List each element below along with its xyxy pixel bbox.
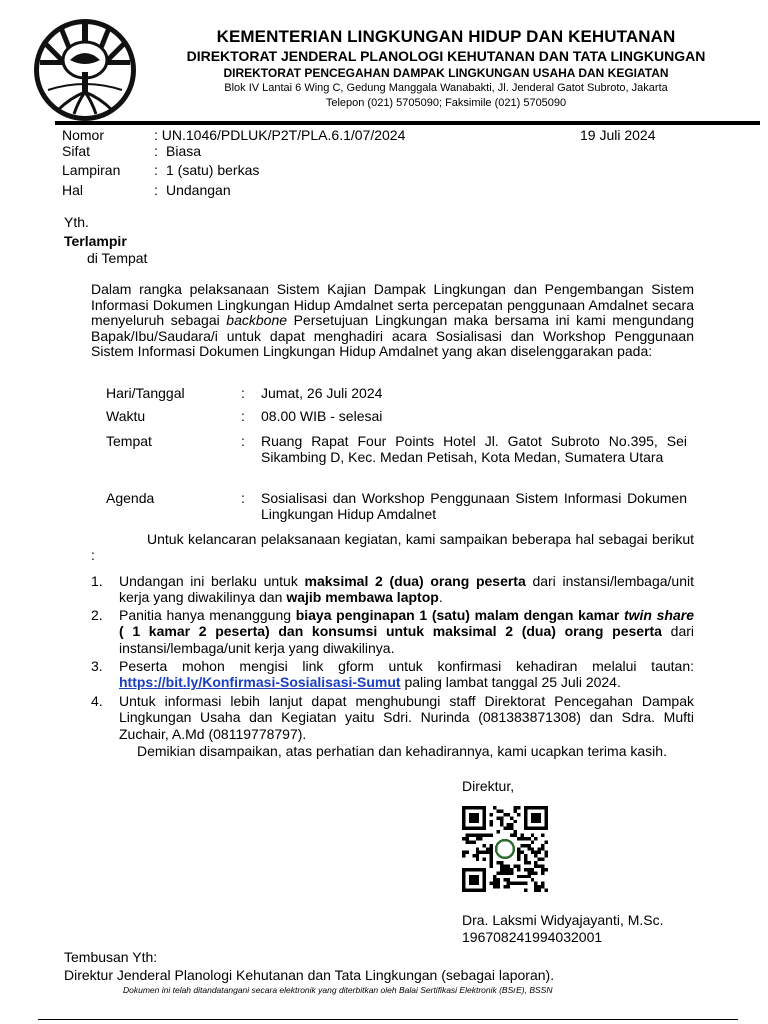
qr-module xyxy=(524,889,527,892)
item-bold-italic: twin share xyxy=(623,607,694,623)
subject-value: Undangan xyxy=(166,182,231,198)
letter-date: 19 Juli 2024 xyxy=(580,127,656,143)
ministry-logo xyxy=(30,16,140,124)
qr-module xyxy=(500,823,503,826)
qr-module xyxy=(545,889,548,892)
lead-in-paragraph: Untuk kelancaran pelaksanaan kegiatan, kami sampaikan beberapa hal sebagai berikut : xyxy=(91,531,694,563)
qr-module xyxy=(510,823,513,826)
qr-module xyxy=(524,844,527,847)
qr-module xyxy=(510,868,513,871)
qr-module xyxy=(507,871,510,874)
qr-module xyxy=(517,837,520,840)
directorate-name: DIREKTORAT PENCEGAHAN DAMPAK LINGKUNGAN USAHA DAN KEGIATAN xyxy=(223,66,669,80)
qr-module xyxy=(462,837,465,840)
qr-module xyxy=(541,864,544,867)
qr-module xyxy=(534,837,537,840)
qr-module xyxy=(541,847,544,850)
qr-module xyxy=(527,875,530,878)
qr-module xyxy=(517,875,520,878)
qr-module xyxy=(500,868,503,871)
qr-module xyxy=(486,847,489,850)
qr-module xyxy=(534,882,537,885)
qr-module xyxy=(524,861,527,864)
qr-module xyxy=(503,827,506,830)
qr-module xyxy=(514,882,517,885)
qr-module xyxy=(538,864,541,867)
qr-module xyxy=(490,820,493,823)
qr-module xyxy=(527,847,530,850)
nature-value: Biasa xyxy=(166,143,202,159)
qr-module xyxy=(500,820,503,823)
qr-module xyxy=(476,851,479,854)
item-text: dari instansi/lembaga/unit kerja yang diwakilinya dan xyxy=(119,573,694,606)
qr-module xyxy=(534,885,537,888)
qr-module xyxy=(507,827,510,830)
qr-module xyxy=(503,871,506,874)
qr-module xyxy=(514,834,517,837)
qr-module xyxy=(503,878,506,881)
qr-module xyxy=(500,864,503,867)
qr-module xyxy=(541,885,544,888)
qr-module xyxy=(517,854,520,857)
qr-module xyxy=(517,851,520,854)
qr-module xyxy=(531,871,534,874)
qr-module xyxy=(524,875,527,878)
letterhead-rule xyxy=(55,121,760,125)
salutation: Yth. xyxy=(64,214,89,230)
detail-label-venue: Tempat xyxy=(106,433,152,449)
qr-module xyxy=(507,878,510,881)
intro-text-1: Dalam rangka pelaksanaan Sistem Kajian Dampak Lingkungan dan Pengembangan Sistem Informasi Dokumen Lingkungan Hidup Amdalnet serta percepatan penggunaan Amdalnet secara menyeluruh sebagai xyxy=(91,281,694,329)
qr-module xyxy=(483,834,486,837)
qr-module xyxy=(527,871,530,874)
qr-module xyxy=(517,847,520,850)
qr-module xyxy=(510,871,513,874)
qr-module xyxy=(503,868,506,871)
office-address: Blok IV Lantai 6 Wing C, Gedung Manggala Wanabakti, Jl. Jenderal Gatot Subroto, Jakarta xyxy=(224,82,668,94)
qr-module xyxy=(534,851,537,854)
qr-module xyxy=(476,854,479,857)
qr-module xyxy=(541,871,544,874)
qr-module xyxy=(545,854,548,857)
qr-module xyxy=(520,875,523,878)
qr-finder xyxy=(531,813,541,823)
detail-label-date: Hari/Tanggal xyxy=(106,385,185,401)
qr-module xyxy=(507,864,510,867)
qr-module xyxy=(496,861,499,864)
qr-module xyxy=(517,882,520,885)
attachment-label: Lampiran xyxy=(62,162,121,178)
qr-module xyxy=(462,854,465,857)
qr-module xyxy=(541,834,544,837)
qr-module xyxy=(500,861,503,864)
qr-module xyxy=(500,809,503,812)
qr-module xyxy=(490,844,493,847)
qr-module xyxy=(541,868,544,871)
list-number: 2. xyxy=(91,607,103,623)
qr-module xyxy=(527,837,530,840)
list-number: 4. xyxy=(91,693,103,709)
qr-module xyxy=(483,858,486,861)
ministry-name: KEMENTERIAN LINGKUNGAN HIDUP DAN KEHUTANAN xyxy=(216,27,676,46)
qr-finder xyxy=(469,813,479,823)
qr-module xyxy=(538,847,541,850)
qr-module xyxy=(490,823,493,826)
qr-center-emblem xyxy=(495,839,516,860)
qr-module xyxy=(517,868,520,871)
list-number: 1. xyxy=(91,573,103,589)
qr-module xyxy=(465,837,468,840)
qr-module xyxy=(493,878,496,881)
qr-module xyxy=(476,858,479,861)
qr-module xyxy=(514,864,517,867)
cc-heading: Tembusan Yth: xyxy=(64,949,158,965)
qr-module xyxy=(490,851,493,854)
item-text: Undangan ini berlaku untuk xyxy=(119,573,305,589)
qr-module xyxy=(490,864,493,867)
directorate-general-name: DIREKTORAT JENDERAL PLANOLOGI KEHUTANAN DAN TATA LINGKUNGAN xyxy=(186,48,706,64)
intro-text-2: Persetujuan Lingkungan maka bersama ini kami mengundang Bapak/Ibu/Saudara/i untuk dapat menghadiri acara Sosialisasi dan Workshop Penggunaan Sistem Informasi Dokumen Lingkungan Hidup Amdalnet yang akan diselenggarakan pada: xyxy=(91,312,694,360)
nature-label: Sifat xyxy=(62,143,91,159)
list-item: Untuk informasi lebih lanjut dapat menghubungi staff Direktorat Pencegahan Dampak Lingkungan Usaha dan Kegiatan yaitu Sdri. Nurinda (081383871308) dan Sdra. Mufti Zuchair, A.Md (08119778797). xyxy=(119,693,694,742)
qr-module xyxy=(465,851,468,854)
detail-colon: : xyxy=(241,385,245,401)
item-text: Panitia hanya menanggung xyxy=(119,607,296,623)
qr-module xyxy=(507,823,510,826)
signature-qr-code xyxy=(462,806,548,892)
signatory-title: Direktur, xyxy=(462,778,515,794)
qr-module xyxy=(517,858,520,861)
qr-module xyxy=(490,858,493,861)
qr-module xyxy=(531,834,534,837)
esignature-footnote: Dokumen ini telah ditandatangani secara elektronik yang diterbitkan oleh Balai Sertifikasi Elektronik (BSrE), BSSN xyxy=(123,985,553,995)
qr-module xyxy=(507,885,510,888)
qr-module xyxy=(503,813,506,816)
qr-module xyxy=(524,882,527,885)
qr-finder xyxy=(469,875,479,885)
qr-module xyxy=(496,882,499,885)
qr-module xyxy=(510,827,513,830)
qr-module xyxy=(507,868,510,871)
qr-module xyxy=(517,806,520,809)
footer-rule xyxy=(38,1019,738,1020)
qr-module xyxy=(503,864,506,867)
qr-module xyxy=(483,851,486,854)
qr-module xyxy=(500,871,503,874)
qr-module xyxy=(541,844,544,847)
detail-value-venue: Ruang Rapat Four Points Hotel Jl. Gatot Subroto No.395, Sei Sikambing D, Kec. Medan Petisah, Kota Medan, Sumatera Utara xyxy=(261,433,687,466)
qr-module xyxy=(514,830,517,833)
detail-colon: : xyxy=(241,408,245,424)
qr-module xyxy=(479,837,482,840)
qr-module xyxy=(490,813,493,816)
qr-module xyxy=(531,878,534,881)
qr-module xyxy=(514,806,517,809)
detail-value-date: Jumat, 26 Juli 2024 xyxy=(261,385,383,401)
qr-module xyxy=(496,871,499,874)
qr-module xyxy=(534,889,537,892)
qr-module xyxy=(469,840,472,843)
number-value: : UN.1046/PDLUK/P2T/PLA.6.1/07/2024 xyxy=(154,127,406,143)
qr-module xyxy=(472,840,475,843)
qr-module xyxy=(534,864,537,867)
item-text: . xyxy=(438,589,443,606)
qr-module xyxy=(527,844,530,847)
qr-module xyxy=(490,861,493,864)
recipient-place: di Tempat xyxy=(87,250,148,266)
item-bold: maksimal 2 (dua) orang peserta xyxy=(304,573,526,589)
detail-value-agenda: Sosialisasi dan Workshop Penggunaan Sistem Informasi Dokumen Lingkungan Hidup Amdalnet xyxy=(261,490,687,523)
qr-module xyxy=(490,882,493,885)
list-item xyxy=(119,573,694,606)
qr-module xyxy=(462,851,465,854)
qr-module xyxy=(486,834,489,837)
qr-module xyxy=(520,834,523,837)
qr-module xyxy=(545,851,548,854)
list-item xyxy=(119,658,694,691)
nature-colon: : xyxy=(154,143,158,159)
qr-module xyxy=(472,854,475,857)
attachment-colon: : xyxy=(154,162,158,178)
qr-module xyxy=(493,885,496,888)
qr-module xyxy=(538,858,541,861)
qr-module xyxy=(541,882,544,885)
qr-module xyxy=(524,837,527,840)
qr-module xyxy=(496,885,499,888)
intro-italic-term: backbone xyxy=(226,312,288,329)
list-item xyxy=(119,607,694,656)
qr-module xyxy=(538,889,541,892)
item-bold: wajib membawa laptop xyxy=(286,589,439,606)
qr-module xyxy=(531,851,534,854)
qr-module xyxy=(476,834,479,837)
cc-recipient: Direktur Jenderal Planologi Kehutanan dan Tata Lingkungan (sebagai laporan). xyxy=(64,967,555,983)
qr-module xyxy=(486,851,489,854)
detail-label-agenda: Agenda xyxy=(106,490,155,506)
qr-module xyxy=(531,847,534,850)
qr-module xyxy=(520,882,523,885)
qr-module xyxy=(520,851,523,854)
qr-module xyxy=(524,854,527,857)
qr-module xyxy=(527,861,530,864)
qr-module xyxy=(510,816,513,819)
item-text: dari instansi/lembaga/unit kerja yang diwakilinya. xyxy=(119,623,695,656)
item-bold: ( 1 kamar 2 peserta) dan konsumsi untuk maksimal 2 (dua) orang peserta xyxy=(119,623,662,640)
qr-module xyxy=(545,840,548,843)
qr-module xyxy=(490,847,493,850)
recipient: Terlampir xyxy=(64,233,127,249)
qr-module xyxy=(493,806,496,809)
signatory-name: Dra. Laksmi Widyajayanti, M.Sc. xyxy=(462,912,664,928)
office-phone: Telepon (021) 5705090; Faksimile (021) 5705090 xyxy=(325,97,567,109)
qr-module xyxy=(538,885,541,888)
qr-module xyxy=(531,840,534,843)
subject-label: Hal xyxy=(62,182,84,198)
qr-module xyxy=(545,868,548,871)
number-label: Nomor xyxy=(62,127,105,143)
qr-module xyxy=(520,844,523,847)
qr-module xyxy=(496,878,499,881)
qr-module xyxy=(465,840,468,843)
list-number: 3. xyxy=(91,658,103,674)
intro-paragraph xyxy=(91,282,694,360)
qr-module xyxy=(465,834,468,837)
qr-module xyxy=(510,834,513,837)
qr-module xyxy=(534,861,537,864)
detail-value-time: 08.00 WIB - selesai xyxy=(261,408,383,424)
detail-label-time: Waktu xyxy=(106,408,146,424)
qr-module xyxy=(538,851,541,854)
qr-module xyxy=(534,854,537,857)
item-text: Peserta mohon mengisi link gform untuk konfirmasi kehadiran melalui tautan: xyxy=(119,658,694,674)
signatory-nip: 196708241994032001 xyxy=(462,929,603,945)
qr-module xyxy=(510,882,513,885)
qr-module xyxy=(517,864,520,867)
detail-colon: : xyxy=(241,433,245,449)
detail-colon: : xyxy=(241,490,245,506)
qr-module xyxy=(503,885,506,888)
item-bold: biaya penginapan 1 (satu) malam dengan kamar xyxy=(295,607,624,623)
qr-module xyxy=(520,837,523,840)
closing-paragraph: Demikian disampaikan, atas perhatian dan kehadirannya, kami ucapkan terima kasih. xyxy=(137,743,667,759)
qr-module xyxy=(493,875,496,878)
qr-module xyxy=(496,830,499,833)
confirmation-form-link[interactable]: https://bit.ly/Konfirmasi-Sosialisasi-Sumut xyxy=(119,674,401,691)
qr-module xyxy=(524,858,527,861)
qr-module xyxy=(517,813,520,816)
qr-module xyxy=(514,820,517,823)
qr-module xyxy=(531,868,534,871)
qr-module xyxy=(527,868,530,871)
qr-module xyxy=(507,813,510,816)
attachment-value: 1 (satu) berkas xyxy=(166,162,260,178)
qr-module xyxy=(496,809,499,812)
qr-module xyxy=(476,847,479,850)
qr-module xyxy=(514,809,517,812)
qr-module xyxy=(490,834,493,837)
qr-module xyxy=(469,834,472,837)
qr-module xyxy=(500,816,503,819)
qr-module xyxy=(496,816,499,819)
qr-module xyxy=(534,871,537,874)
qr-module xyxy=(490,854,493,857)
item-text: paling lambat tanggal 25 Juli 2024. xyxy=(400,674,621,691)
qr-module xyxy=(472,834,475,837)
qr-module xyxy=(476,837,479,840)
subject-colon: : xyxy=(154,182,158,198)
qr-module xyxy=(479,834,482,837)
qr-module xyxy=(507,882,510,885)
qr-module xyxy=(483,844,486,847)
qr-module xyxy=(541,858,544,861)
qr-module xyxy=(493,882,496,885)
qr-module xyxy=(479,851,482,854)
qr-module xyxy=(524,868,527,871)
